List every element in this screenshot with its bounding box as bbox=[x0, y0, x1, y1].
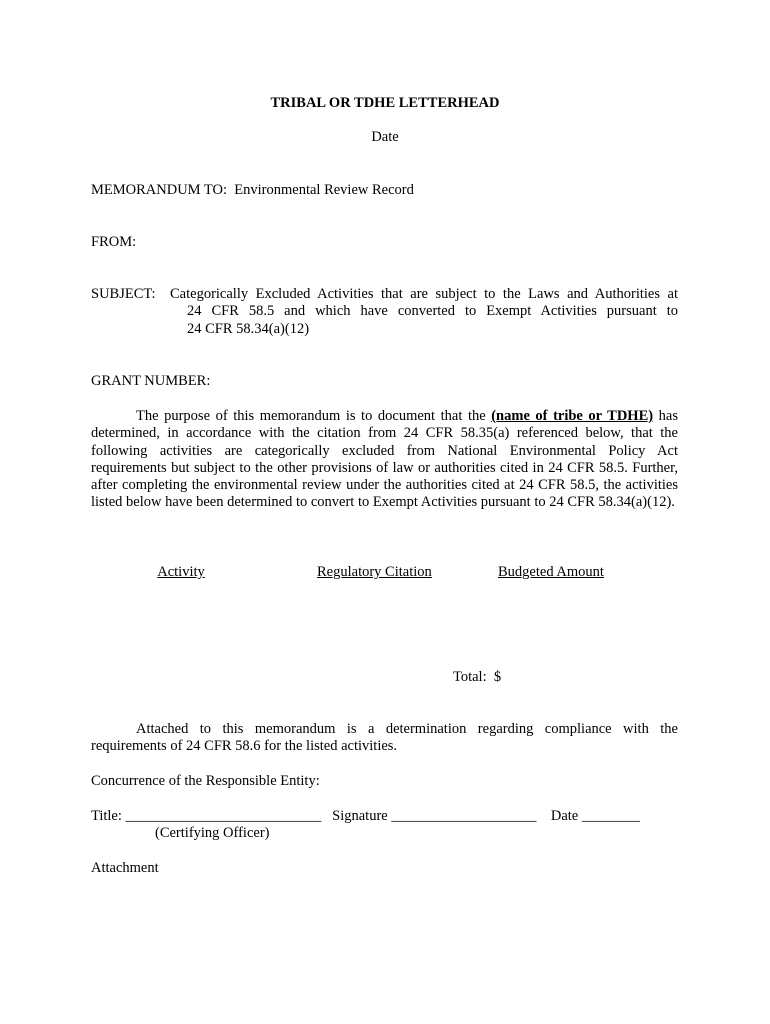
date-line: Date bbox=[371, 129, 399, 145]
total-line: Total: $ bbox=[453, 669, 502, 685]
budgeted-amount-column-header: Budgeted Amount bbox=[498, 564, 604, 580]
signature-line: Title: ___________________________ Signature ____________________ Date ________ bbox=[91, 808, 640, 824]
memorandum-to-value: Environmental Review Record bbox=[234, 182, 414, 198]
purpose-text-start: The purpose of this memorandum is to document that the bbox=[136, 408, 492, 424]
attached-paragraph: Attached to this memorandum is a determination regarding compliance with the requirements of 24 CFR 58.6 for the listed activities. bbox=[91, 721, 678, 755]
subject-line-3: 24 CFR 58.34(a)(12) bbox=[187, 321, 310, 337]
activity-column-header: Activity bbox=[157, 564, 205, 580]
certifying-officer-label: (Certifying Officer) bbox=[155, 825, 270, 841]
tribe-name-placeholder: (name of tribe or TDHE) bbox=[491, 408, 654, 424]
memorandum-to-line bbox=[91, 182, 414, 199]
attachment-label: Attachment bbox=[91, 860, 159, 876]
concurrence-line: Concurrence of the Responsible Entity: bbox=[91, 773, 320, 789]
purpose-text-end: has determined, in accordance with the citation from 24 CFR 58.35(a) referenced below, that the following activities are categorically excluded from National Environmental Policy Act requirements but subject to the other provisions of law or authorities cited in 24 CFR 58.5. Further, after completing the environmental review under the authorities cited at 24 CFR 58.5, the activities listed below have been determined to convert to Exempt Activities pursuant to 24 CFR 58.34(a)(12). bbox=[91, 408, 678, 511]
letterhead-title: TRIBAL OR TDHE LETTERHEAD bbox=[270, 95, 500, 111]
subject-line-2: 24 CFR 58.5 and which have converted to Exempt Activities pursuant to bbox=[187, 303, 678, 319]
regulatory-citation-column-header: Regulatory Citation bbox=[317, 564, 432, 580]
purpose-paragraph bbox=[91, 408, 678, 512]
from-label: FROM: bbox=[91, 234, 137, 250]
subject-line-1: Categorically Excluded Activities that are subject to the Laws and Authorities at bbox=[170, 286, 678, 302]
subject-label: SUBJECT: bbox=[91, 286, 156, 302]
grant-number-label: GRANT NUMBER: bbox=[91, 373, 211, 389]
memorandum-to-label: MEMORANDUM TO: bbox=[91, 182, 228, 198]
